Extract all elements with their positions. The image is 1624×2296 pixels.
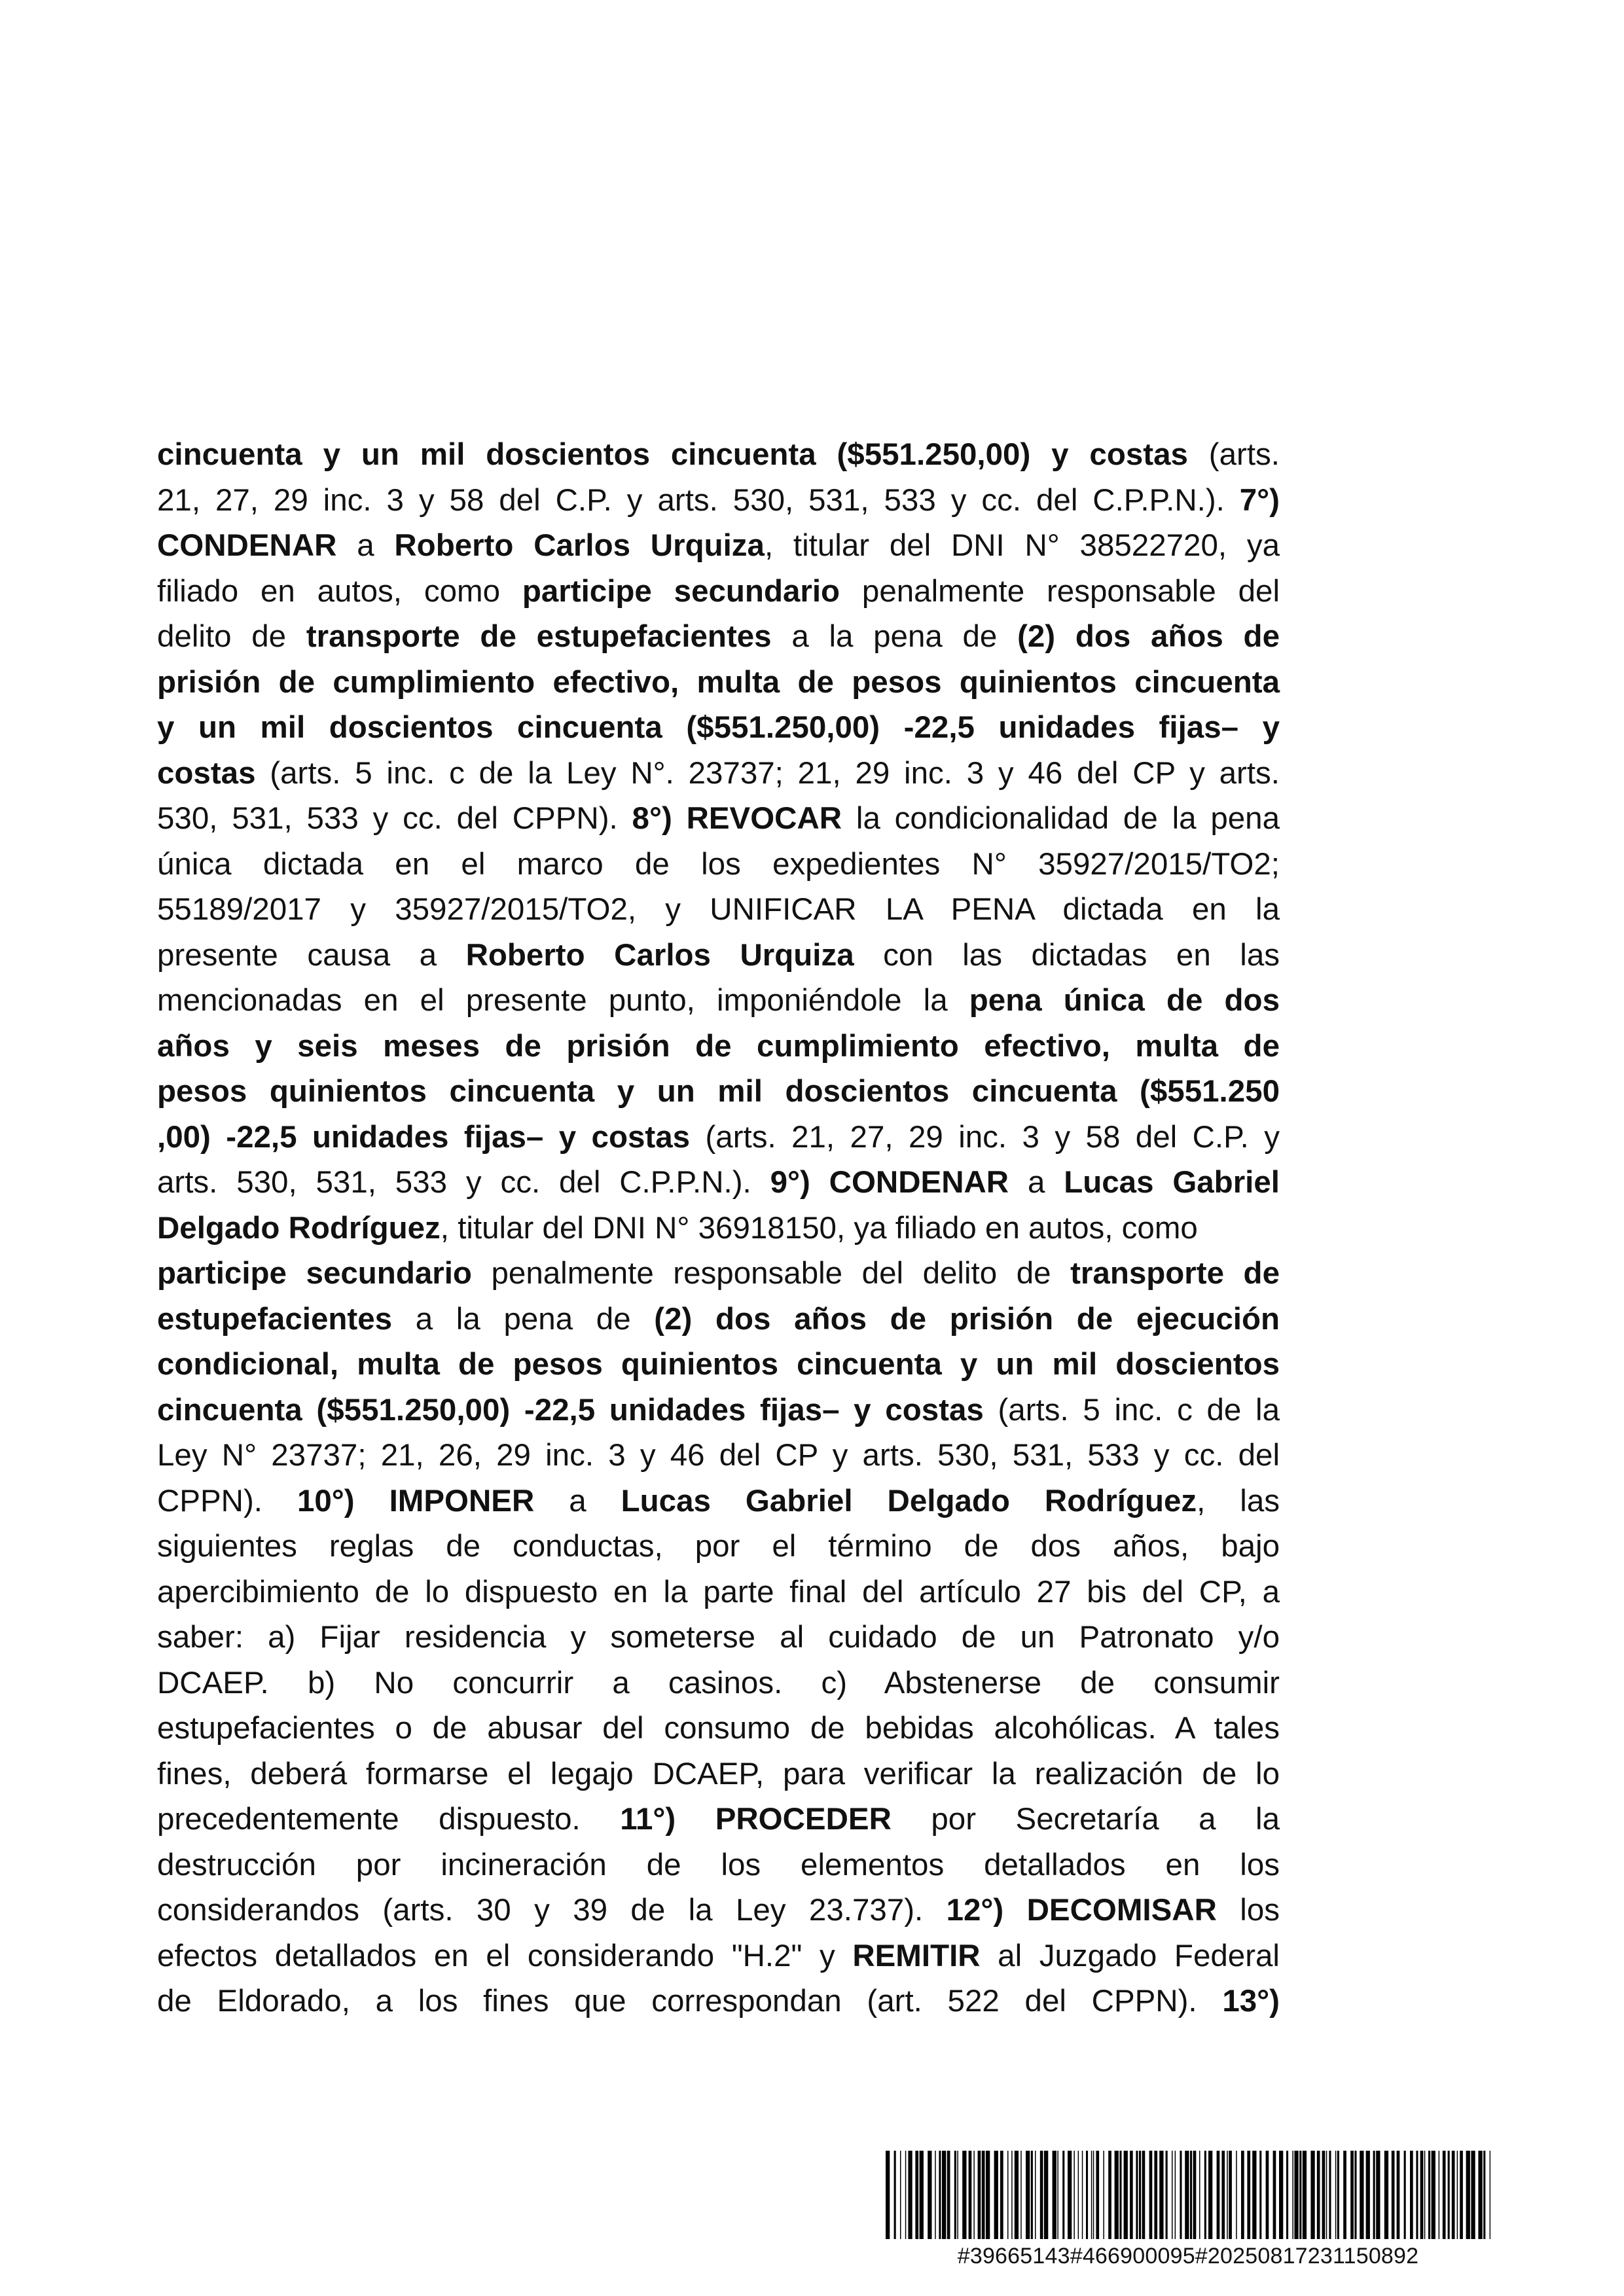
- bold-text-segment: 9°) CONDENAR: [770, 1165, 1009, 1200]
- barcode-bar: [962, 2151, 966, 2239]
- barcode-bar: [1119, 2151, 1121, 2239]
- barcode-bar: [969, 2151, 972, 2239]
- barcode-bar: [1026, 2151, 1030, 2239]
- bold-text-segment: prisión de cumplimiento efectivo, multa de pesos quinientos cincuenta: [157, 664, 1280, 700]
- barcode-bar: [1452, 2151, 1455, 2239]
- barcode-bar: [935, 2151, 936, 2239]
- bold-text-segment: cincuenta ($551.250,00) -22,5 unidades fijas– y costas: [157, 1392, 984, 1427]
- barcode-bar: [1259, 2151, 1261, 2239]
- barcode-bar: [1154, 2151, 1157, 2239]
- text-segment: efectos detallados en el considerando "H.2" y: [157, 1938, 853, 1973]
- barcode-bar: [905, 2151, 907, 2239]
- bold-text-segment: CONDENAR: [157, 528, 337, 563]
- barcode-bar: [1416, 2151, 1418, 2239]
- text-line: [157, 1251, 1280, 1297]
- barcode-bar: [1020, 2151, 1022, 2239]
- barcode-bar: [1172, 2151, 1173, 2239]
- text-line: [157, 1297, 1280, 1342]
- barcode-bar: [942, 2151, 946, 2239]
- text-segment: arts. 530, 531, 533 y cc. del C.P.P.N.).: [157, 1165, 770, 1200]
- text-segment: (arts. 21, 27, 29 inc. 3 y 58 del C.P. y: [690, 1119, 1280, 1155]
- text-line: [157, 478, 1280, 524]
- barcode-bar: [915, 2151, 918, 2239]
- barcode-bar: [1142, 2151, 1146, 2239]
- barcode-bar: [1000, 2151, 1003, 2239]
- barcode-bar: [1303, 2151, 1307, 2239]
- barcode-number: #39665143#466900095#20250817231150892: [957, 2244, 1419, 2269]
- bold-text-segment: cincuenta y un mil doscientos cincuenta ($551.250,00) y costas: [157, 437, 1188, 472]
- barcode-bar: [1040, 2151, 1043, 2239]
- text-line: [157, 1524, 1280, 1570]
- barcode-bar: [947, 2151, 950, 2239]
- barcode-bar: [1062, 2151, 1064, 2239]
- text-line: [157, 569, 1280, 615]
- resolution-text: [157, 432, 1280, 2024]
- barcode-bar: [1326, 2151, 1327, 2239]
- barcode-bar: [1354, 2151, 1356, 2239]
- barcode-bar: [1420, 2151, 1424, 2239]
- barcode-bar: [1149, 2151, 1153, 2239]
- text-line: [157, 1388, 1280, 1433]
- barcode-bar: [1035, 2151, 1036, 2239]
- text-segment: con las dictadas en las: [854, 937, 1280, 973]
- barcode-bar: [1199, 2151, 1200, 2239]
- text-segment: saber: a) Fijar residencia y someterse al cuidado de un Patronato y/o: [157, 1620, 1280, 1655]
- text-line: [157, 1660, 1280, 1706]
- text-segment: de Eldorado, a los fines que correspondan (art. 522 del CPPN).: [157, 1984, 1223, 2018]
- barcode-bar: [1190, 2151, 1192, 2239]
- text-segment: penalmente responsable del delito de: [471, 1256, 1071, 1291]
- text-line: [157, 1160, 1280, 1206]
- text-segment: 55189/2017 y 35927/2015/TO2, y UNIFICAR LA PENA dictada en la: [157, 892, 1280, 927]
- barcode-bar: [1317, 2151, 1320, 2239]
- barcode-bar: [1404, 2151, 1406, 2239]
- bold-text-segment: REMITIR: [852, 1938, 981, 1973]
- text-segment: fines, deberá formarse el legajo DCAEP, para verificar la realización de lo: [157, 1756, 1280, 1791]
- text-line: [157, 614, 1280, 660]
- barcode-bar: [1217, 2151, 1220, 2239]
- barcode-bar: [1266, 2151, 1269, 2239]
- text-segment: , las: [1197, 1483, 1280, 1518]
- barcode-bar: [1310, 2151, 1314, 2239]
- barcode-bar: [1322, 2151, 1326, 2239]
- barcode-bar: [928, 2151, 931, 2239]
- text-line: [157, 1751, 1280, 1797]
- text-segment: precedentemente dispuesto.: [157, 1802, 621, 1837]
- text-segment: a: [1009, 1165, 1064, 1200]
- text-line: [157, 1706, 1280, 1751]
- text-line: [157, 978, 1280, 1024]
- barcode-bar: [1392, 2151, 1395, 2239]
- barcode-bar: [1286, 2151, 1288, 2239]
- text-line: [157, 1570, 1280, 1615]
- barcode-bar: [1478, 2151, 1482, 2239]
- text-segment: apercibimiento de lo dispuesto en la parte final del artículo 27 bis del CP, a: [157, 1574, 1280, 1609]
- text-line: [157, 796, 1280, 842]
- barcode-bar: [1373, 2151, 1375, 2239]
- barcode-bar: [1273, 2151, 1276, 2239]
- text-segment: Ley N° 23737; 21, 26, 29 inc. 3 y 46 del CP y arts. 530, 531, 533 y cc. del: [157, 1438, 1280, 1473]
- barcode-bar: [1410, 2151, 1413, 2239]
- barcode-bar: [1397, 2151, 1400, 2239]
- text-segment: a la pena de: [392, 1301, 655, 1336]
- barcode-bar: [1460, 2151, 1463, 2239]
- barcode-bar: [1294, 2151, 1298, 2239]
- bold-text-segment: 11°) PROCEDER: [620, 1802, 892, 1837]
- barcode-bar: [994, 2151, 998, 2239]
- barcode-bar: [1166, 2151, 1168, 2239]
- barcode-bar: [1483, 2151, 1485, 2239]
- barcode-bar: [1292, 2151, 1293, 2239]
- text-segment: a la pena de: [771, 619, 1018, 654]
- barcode-bar: [1082, 2151, 1083, 2239]
- barcode-bar: [957, 2151, 958, 2239]
- barcode-bar: [1175, 2151, 1176, 2239]
- text-line: [157, 1479, 1280, 1524]
- text-segment: filiado en autos, como: [157, 573, 522, 609]
- barcode-bar: [1068, 2151, 1072, 2239]
- text-segment: 530, 531, 533 y cc. del CPPN).: [157, 801, 632, 836]
- bold-text-segment: 10°) IMPONER: [297, 1483, 535, 1518]
- barcode-bar: [1229, 2151, 1232, 2239]
- barcode-bar: [1471, 2151, 1475, 2239]
- barcode-bar: [1227, 2151, 1228, 2239]
- barcode-bar: [973, 2151, 975, 2239]
- barcode-bar: [1343, 2151, 1346, 2239]
- barcode-bar: [1279, 2151, 1283, 2239]
- barcode-bar: [1337, 2151, 1339, 2239]
- text-line: [157, 1888, 1280, 1933]
- barcode-bar: [982, 2151, 985, 2239]
- text-segment: por Secretaría a la: [891, 1802, 1280, 1837]
- bold-text-segment: transporte de estupefacientes: [306, 619, 772, 654]
- text-segment: , titular del DNI N° 38522720, ya: [764, 528, 1280, 563]
- barcode-bar: [1007, 2151, 1009, 2239]
- bold-text-segment: y un mil doscientos cincuenta ($551.250,00) -22,5 unidades fijas– y: [157, 710, 1280, 745]
- barcode-bar: [1241, 2151, 1244, 2239]
- barcode-bar: [1376, 2151, 1380, 2239]
- text-line: [157, 1115, 1280, 1160]
- text-segment: penalmente responsable del: [840, 573, 1280, 609]
- barcode-bar: [1448, 2151, 1450, 2239]
- barcode-bar: [1366, 2151, 1370, 2239]
- barcode-bar: [1439, 2151, 1440, 2239]
- barcode-bar: [1115, 2151, 1119, 2239]
- barcode-bar: [1185, 2151, 1189, 2239]
- text-segment: CPPN).: [157, 1483, 297, 1518]
- text-line: [157, 842, 1280, 888]
- barcode-bar: [1424, 2151, 1426, 2239]
- bold-text-segment: ,00) -22,5 unidades fijas– y costas: [157, 1119, 691, 1155]
- bold-text-segment: pesos quinientos cincuenta y un mil doscientos cincuenta ($551.250: [157, 1074, 1280, 1109]
- barcode-bar: [894, 2151, 896, 2239]
- barcode-bar: [1011, 2151, 1013, 2239]
- barcode-image: [886, 2151, 1490, 2239]
- bold-text-segment: participe secundario: [157, 1256, 472, 1291]
- text-segment: delito de: [157, 619, 306, 654]
- barcode-bar: [1091, 2151, 1092, 2239]
- text-line: [157, 1615, 1280, 1660]
- bold-text-segment: (2) dos años de prisión de ejecución: [654, 1301, 1280, 1336]
- barcode-bar: [1299, 2151, 1301, 2239]
- barcode-bar: [886, 2151, 890, 2239]
- text-segment: (arts. 5 inc. c de la Ley N°. 23737; 21, 29 inc. 3 y 46 del CP y arts.: [255, 755, 1280, 791]
- barcode-bar: [1130, 2151, 1133, 2239]
- text-line: [157, 1206, 1280, 1251]
- barcode-bar: [1466, 2151, 1470, 2239]
- barcode-bar: [1384, 2151, 1388, 2239]
- barcode-bar: [908, 2151, 912, 2239]
- text-line: [157, 887, 1280, 933]
- text-line: [157, 1979, 1280, 2024]
- barcode-bar: [1360, 2151, 1363, 2239]
- barcode-bar: [986, 2151, 990, 2239]
- bold-text-segment: 12°) DECOMISAR: [946, 1893, 1217, 1928]
- text-line: [157, 1842, 1280, 1888]
- barcode-bar: [1350, 2151, 1354, 2239]
- barcode-bar: [1159, 2151, 1163, 2239]
- text-segment: única dictada en el marco de los expedientes N° 35927/2015/TO2;: [157, 846, 1280, 882]
- text-segment: (arts.: [1187, 437, 1280, 472]
- bold-text-segment: 13°): [1222, 1984, 1280, 2018]
- barcode-bar: [978, 2151, 981, 2239]
- text-segment: mencionadas en el presente punto, imponiéndole la: [157, 983, 969, 1018]
- bold-text-segment: 7°): [1239, 482, 1280, 518]
- text-segment: (arts. 5 inc. c de la: [983, 1392, 1280, 1427]
- barcode-bar: [939, 2151, 941, 2239]
- text-line: [157, 1933, 1280, 1979]
- barcode-bar: [1124, 2151, 1128, 2239]
- text-line: [157, 751, 1280, 797]
- barcode-bar: [954, 2151, 956, 2239]
- barcode-bar: [1236, 2151, 1237, 2239]
- text-line: [157, 1433, 1280, 1479]
- bold-text-segment: Delgado Rodríguez: [157, 1210, 441, 1246]
- barcode-bar: [1193, 2151, 1197, 2239]
- text-line: [157, 705, 1280, 751]
- bold-text-segment: estupefacientes: [157, 1301, 393, 1336]
- text-line: [157, 1069, 1280, 1115]
- barcode-bar: [920, 2151, 924, 2239]
- text-segment: 21, 27, 29 inc. 3 y 58 del C.P. y arts. 530, 531, 533 y cc. del C.P.P.N.).: [157, 482, 1240, 518]
- bold-text-segment: Roberto Carlos Urquiza: [465, 937, 854, 973]
- text-segment: la condicionalidad de la pena: [842, 801, 1280, 836]
- text-segment: al Juzgado Federal: [980, 1938, 1280, 1973]
- barcode-bar: [1457, 2151, 1458, 2239]
- barcode-bar: [1335, 2151, 1337, 2239]
- text-segment: presente causa a: [157, 937, 466, 973]
- text-segment: destrucción por incineración de los elementos detallados en los: [157, 1847, 1280, 1882]
- text-segment: considerandos (arts. 30 y 39 de la Ley 23.737).: [157, 1893, 947, 1928]
- barcode-bar: [900, 2151, 901, 2239]
- barcode-bar: [1057, 2151, 1058, 2239]
- barcode-bar: [1432, 2151, 1435, 2239]
- bold-text-segment: Lucas Gabriel Delgado Rodríguez: [621, 1483, 1197, 1518]
- barcode-bar: [1015, 2151, 1019, 2239]
- bold-text-segment: (2) dos años de: [1017, 619, 1280, 654]
- bold-text-segment: Roberto Carlos Urquiza: [394, 528, 765, 563]
- text-segment: a: [534, 1483, 621, 1518]
- text-line: [157, 1342, 1280, 1388]
- barcode-bar: [1204, 2151, 1206, 2239]
- bold-text-segment: costas: [157, 755, 256, 791]
- barcode-bar: [1136, 2151, 1138, 2239]
- text-line: [157, 523, 1280, 569]
- barcode-bar: [1443, 2151, 1446, 2239]
- text-segment: a: [336, 528, 395, 563]
- barcode-bar: [1180, 2151, 1182, 2239]
- barcode-bar: [1221, 2151, 1225, 2239]
- barcode-bar: [1103, 2151, 1104, 2239]
- text-segment: , titular del DNI N° 36918150, ya filiado en autos, como: [440, 1210, 1198, 1246]
- barcode-bar: [1086, 2151, 1088, 2239]
- barcode-bar: [1096, 2151, 1099, 2239]
- text-line: [157, 933, 1280, 978]
- text-segment: estupefacientes o de abusar del consumo de bebidas alcohólicas. A tales: [157, 1711, 1280, 1746]
- bold-text-segment: Lucas Gabriel: [1064, 1165, 1280, 1200]
- barcode-bar: [1252, 2151, 1256, 2239]
- barcode-bar: [1108, 2151, 1111, 2239]
- bold-text-segment: condicional, multa de pesos quinientos cincuenta y un mil doscientos: [157, 1347, 1280, 1382]
- barcode-bar: [1093, 2151, 1094, 2239]
- barcode-bar: [1139, 2151, 1141, 2239]
- barcode-bar: [1074, 2151, 1075, 2239]
- barcode-bar: [1031, 2151, 1033, 2239]
- text-segment: DCAEP. b) No concurrir a casinos. c) Abstenerse de consumir: [157, 1665, 1280, 1700]
- text-line: [157, 432, 1280, 478]
- barcode-bar: [1053, 2151, 1056, 2239]
- text-line: [157, 660, 1280, 706]
- barcode-bar: [1044, 2151, 1048, 2239]
- bold-text-segment: transporte de: [1070, 1256, 1280, 1291]
- text-line: [157, 1024, 1280, 1069]
- text-line: [157, 1797, 1280, 1842]
- text-segment: siguientes reglas de conductas, por el término de dos años, bajo: [157, 1529, 1280, 1564]
- bold-text-segment: pena única de dos: [969, 983, 1280, 1018]
- bold-text-segment: años y seis meses de prisión de cumplimiento efectivo, multa de: [157, 1028, 1280, 1064]
- barcode-bar: [1208, 2151, 1212, 2239]
- barcode-bar: [1329, 2151, 1331, 2239]
- barcode-bar: [1078, 2151, 1079, 2239]
- barcode-bar: [1428, 2151, 1430, 2239]
- bold-text-segment: 8°) REVOCAR: [632, 801, 842, 836]
- bold-text-segment: participe secundario: [522, 573, 840, 609]
- text-segment: los: [1216, 1893, 1280, 1928]
- barcode-bar: [1247, 2151, 1250, 2239]
